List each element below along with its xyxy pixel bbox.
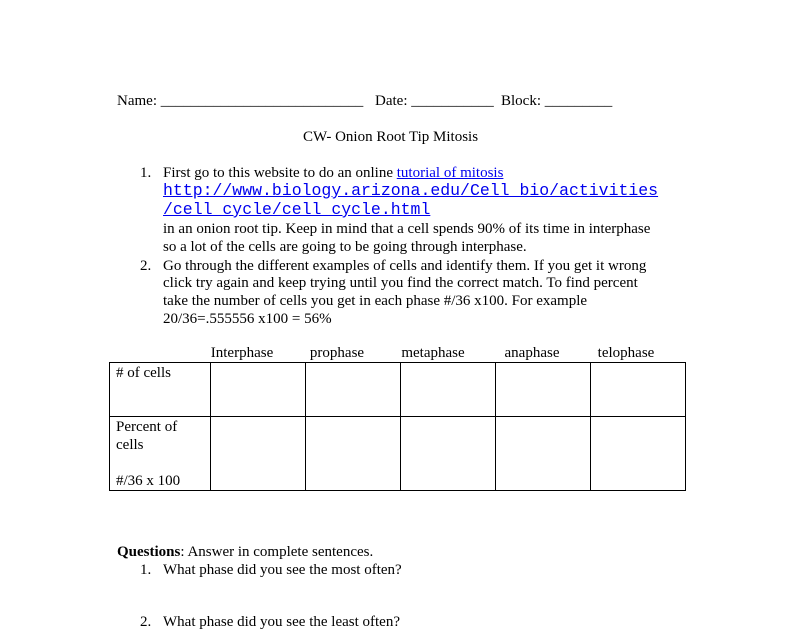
question-1-text: What phase did you see the most often?: [163, 562, 402, 578]
cell-count-interphase[interactable]: [211, 363, 306, 417]
cell-percent-prophase[interactable]: [306, 417, 401, 491]
cell-percent-anaphase[interactable]: [496, 417, 591, 491]
col-header-telophase: telophase: [597, 345, 655, 361]
item-2-line4: 20/36=.555556 x100 = 56%: [163, 311, 332, 327]
item-2-number: 2.: [140, 258, 152, 274]
row-label-percent: [110, 417, 211, 491]
row-label-percent-line2: cells: [116, 437, 144, 453]
cell-percent-telophase[interactable]: [591, 417, 686, 491]
item-1-line3: in an onion root tip. Keep in mind that a cell spends 90% of its time in interphase: [163, 221, 651, 237]
cell-percent-interphase[interactable]: [211, 417, 306, 491]
item-1-number: 1.: [140, 165, 152, 181]
document-title: CW- Onion Root Tip Mitosis: [303, 129, 479, 145]
col-header-metaphase: metaphase: [401, 345, 465, 361]
col-header-prophase: prophase: [309, 345, 365, 361]
question-2-number: 2.: [140, 614, 152, 630]
question-1-number: 1.: [140, 562, 152, 578]
row-label-count: # of cells: [110, 363, 211, 417]
cell-percent-metaphase[interactable]: [401, 417, 496, 491]
cell-count-anaphase[interactable]: [496, 363, 591, 417]
questions-instruction: : Answer in complete sentences.: [180, 544, 374, 560]
date-field-label: Date: ___________: [375, 93, 494, 109]
block-field-label: Block: _________: [501, 93, 613, 109]
item-1-line1: [163, 164, 503, 182]
cell-count-metaphase[interactable]: [401, 363, 496, 417]
cell-count-telophase[interactable]: [591, 363, 686, 417]
table-row: [110, 417, 686, 491]
mitosis-tutorial-link[interactable]: tutorial of mitosis: [396, 165, 504, 181]
col-header-anaphase: anaphase: [504, 345, 560, 361]
row-label-percent-line1: Percent of: [116, 419, 178, 435]
cell-count-prophase[interactable]: [306, 363, 401, 417]
phase-count-table: [109, 362, 686, 491]
questions-heading-line: [117, 543, 373, 561]
url-link-line1[interactable]: http://www.biology.arizona.edu/Cell_bio/activities: [163, 181, 659, 200]
row-label-percent-line3: #/36 x 100: [116, 473, 181, 489]
item-1-line4: so a lot of the cells are going to be going through interphase.: [163, 239, 527, 255]
item-2-line3: take the number of cells you get in each phase #/36 x100. For example: [163, 293, 588, 309]
name-field-label: Name: ___________________________: [117, 93, 364, 109]
table-row: [110, 363, 686, 417]
item-1-text: First go to this website to do an online: [163, 165, 397, 181]
question-2-text: What phase did you see the least often?: [163, 614, 400, 630]
questions-heading: Questions: [117, 544, 181, 560]
col-header-interphase: Interphase: [210, 345, 274, 361]
url-link-line2[interactable]: /cell_cycle/cell_cycle.html: [163, 200, 431, 219]
item-2-line2: click try again and keep trying until you find the correct match. To find percent: [163, 275, 638, 291]
item-2-line1: Go through the different examples of cells and identify them. If you get it wrong: [163, 258, 647, 274]
